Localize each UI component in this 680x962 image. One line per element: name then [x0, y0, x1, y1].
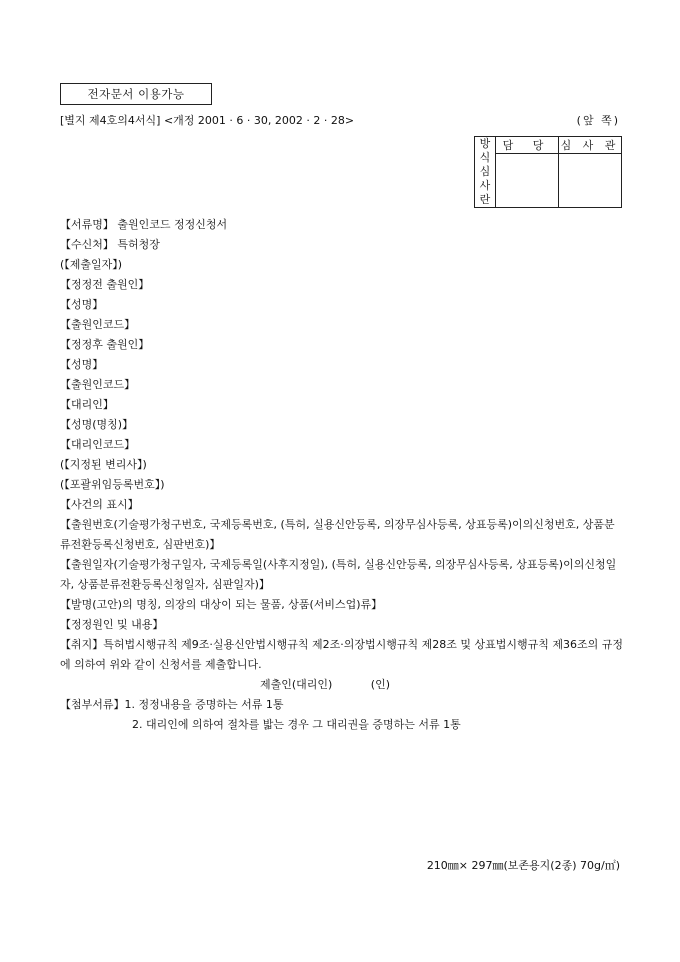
- field-name-before: 【성명】: [60, 298, 104, 311]
- field-designated-attorney: (【지정된 변리사】): [60, 458, 147, 471]
- approval-col-staff: 담 당: [496, 137, 559, 154]
- field-invention-title: 【발명(고안)의 명칭, 의장의 대상이 되는 물품, 상품(서비스업)류】: [60, 598, 383, 611]
- approval-col-examiner: 심 사 관: [559, 137, 622, 154]
- field-application-date: 【출원일자(기술평가청구일자, 국제등록일(사후지정일), (특허, 실용신안등록, 의장무심사등록, 상표등록)이의신청일자, 상품분류전환등록신청일자, 심판일자)】: [60, 558, 617, 591]
- field-agent-code: 【대리인코드】: [60, 438, 136, 451]
- field-recipient: 【수신처】 특허청장: [60, 238, 160, 251]
- approval-staff-signature-cell[interactable]: [496, 154, 559, 208]
- submitter-signature-line: 제출인(대리인) (인): [260, 678, 391, 691]
- field-case-indication: 【사건의 표시】: [60, 498, 139, 511]
- electronic-document-badge: 전자문서 이용가능: [60, 83, 212, 105]
- field-application-number: 【출원번호(기술평가청구번호, 국제등록번호, (특허, 실용신안등록, 의장무심사등록, 상표등록)이의신청번호, 상품분류전환등록신청번호, 심판번호)】: [60, 518, 615, 551]
- approval-box: [474, 136, 622, 208]
- field-applicant-before: 【정정전 출원인】: [60, 278, 150, 291]
- field-applicant-code-after: 【출원인코드】: [60, 378, 136, 391]
- field-correction-reason: 【정정원인 및 내용】: [60, 618, 164, 631]
- form-number: [별지 제4호의4서식] <개정 2001 · 6 · 30, 2002 · 2 · 28>: [60, 114, 355, 127]
- form-body: [60, 215, 624, 735]
- field-purpose: 【취지】특허법시행규칙 제9조·실용신안법시행규칙 제2조·의장법시행규칙 제28조 및 상표법시행규칙 제36조의 규정에 의하여 위와 같이 신청서를 제출합니다.: [60, 638, 624, 671]
- field-name-after: 【성명】: [60, 358, 104, 371]
- field-applicant-code-before: 【출원인코드】: [60, 318, 136, 331]
- field-submission-date: (【제출일자】): [60, 258, 123, 271]
- front-side-label: (앞 쪽): [576, 114, 620, 127]
- paper-spec-footer: 210㎜× 297㎜(보존용지(2종) 70g/㎡): [426, 859, 620, 872]
- attachment-item-1: 【첨부서류】1. 정정내용을 증명하는 서류 1통: [60, 698, 284, 711]
- field-agent-name: 【성명(명칭)】: [60, 418, 134, 431]
- field-applicant-after: 【정정후 출원인】: [60, 338, 150, 351]
- approval-examiner-signature-cell[interactable]: [559, 154, 622, 208]
- field-power-of-attorney-number: (【포괄위임등록번호】): [60, 478, 165, 491]
- approval-side-label: 방 식 심 사 란: [475, 137, 496, 208]
- attachment-item-2: 2. 대리인에 의하여 절차를 밟는 경우 그 대리권을 증명하는 서류 1통: [132, 718, 461, 731]
- field-document-name: 【서류명】 출원인코드 정정신청서: [60, 218, 228, 231]
- field-agent: 【대리인】: [60, 398, 114, 411]
